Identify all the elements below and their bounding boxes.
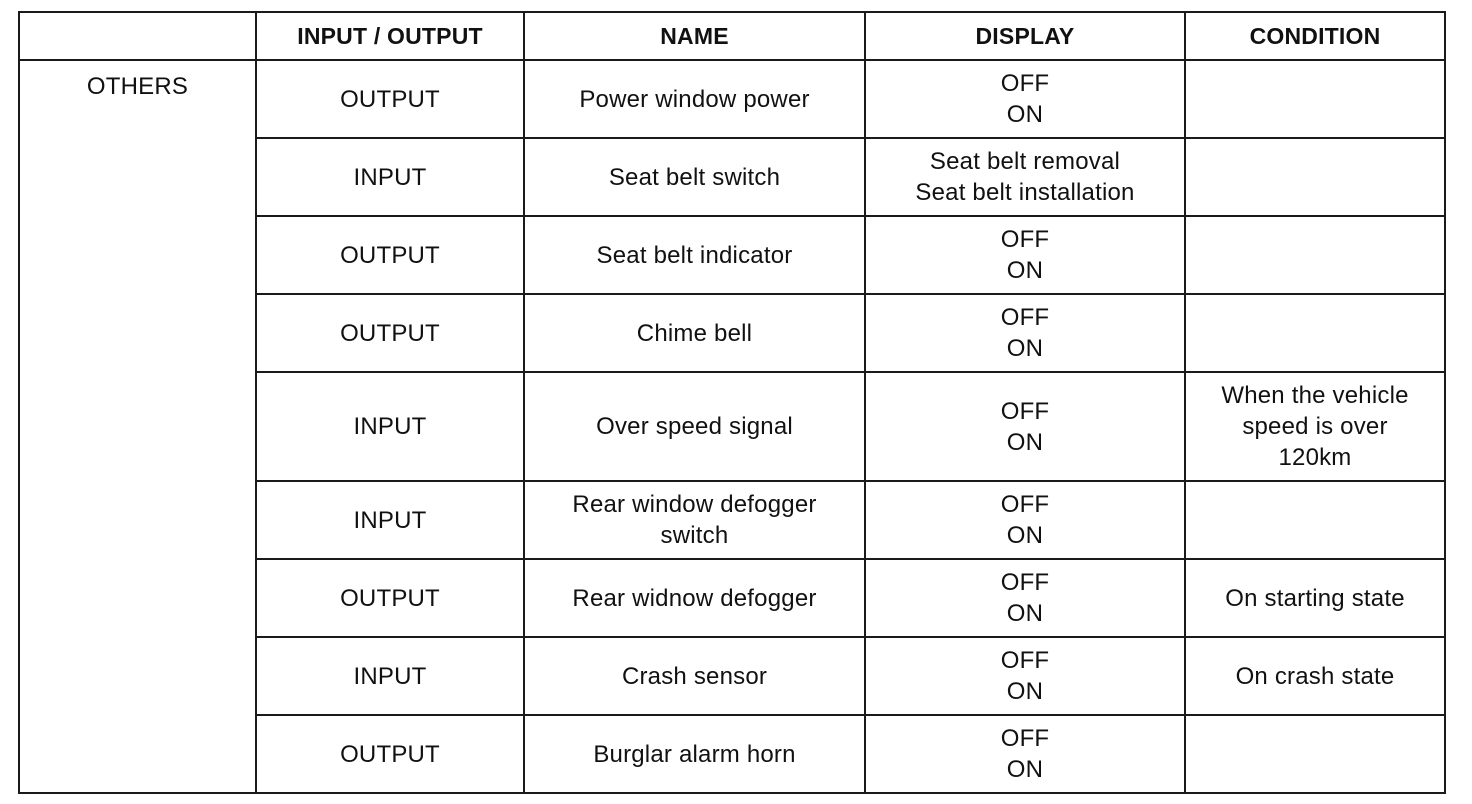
name-cell: [524, 216, 865, 294]
condition-cell: [1185, 138, 1445, 216]
io-spec-table: [18, 11, 1446, 794]
display-cell: [865, 559, 1185, 637]
condition-cell: [1185, 60, 1445, 138]
name-cell: [524, 715, 865, 793]
name-line: Rear window defogger: [572, 491, 817, 518]
display-line: OFF: [1000, 647, 1050, 674]
io-cell: OUTPUT: [256, 715, 524, 793]
name-cell: [524, 294, 865, 372]
condition-line: On starting state: [1225, 584, 1405, 612]
display-line: OFF: [1000, 491, 1050, 518]
display-cell: [865, 216, 1185, 294]
display-line: ON: [1006, 522, 1044, 549]
name-line: Seat belt indicator: [596, 241, 793, 269]
display-line: ON: [1006, 756, 1044, 783]
name-cell: [524, 372, 865, 481]
condition-cell: [1185, 216, 1445, 294]
name-line: Rear widnow defogger: [572, 584, 817, 612]
display-cell: [865, 715, 1185, 793]
condition-cell: [1185, 481, 1445, 559]
name-cell: [524, 637, 865, 715]
table-body: [19, 60, 1445, 793]
name-cell: [524, 60, 865, 138]
display-line: Seat belt installation: [915, 179, 1135, 206]
display-cell: [865, 481, 1185, 559]
name-line: Over speed signal: [596, 413, 793, 440]
display-cell: [865, 60, 1185, 138]
name-line: switch: [660, 522, 729, 549]
io-cell: OUTPUT: [256, 294, 524, 372]
display-line: ON: [1006, 600, 1044, 627]
display-line: ON: [1006, 257, 1044, 284]
condition-cell: [1185, 559, 1445, 637]
io-cell: INPUT: [256, 138, 524, 216]
io-cell: OUTPUT: [256, 60, 524, 138]
header-display: DISPLAY: [865, 12, 1185, 60]
name-line: Chime bell: [636, 319, 753, 347]
io-cell: INPUT: [256, 637, 524, 715]
condition-cell: [1185, 294, 1445, 372]
display-line: ON: [1006, 428, 1044, 456]
condition-line: speed is over: [1242, 413, 1388, 440]
display-line: ON: [1006, 335, 1044, 362]
header-blank: [19, 12, 256, 60]
display-line: OFF: [1000, 569, 1050, 596]
header-row: [19, 12, 1445, 60]
name-cell: [524, 559, 865, 637]
display-line: OFF: [1000, 725, 1050, 752]
display-line: Seat belt removal: [929, 148, 1121, 175]
io-cell: INPUT: [256, 372, 524, 481]
name-line: Burglar alarm horn: [593, 740, 796, 768]
name-cell: [524, 138, 865, 216]
display-line: ON: [1006, 678, 1044, 705]
display-cell: [865, 372, 1185, 481]
condition-cell: [1185, 637, 1445, 715]
condition-line: When the vehicle: [1221, 382, 1409, 409]
name-line: Crash sensor: [621, 662, 768, 690]
condition-cell: [1185, 715, 1445, 793]
condition-line: 120km: [1278, 444, 1352, 471]
display-cell: [865, 138, 1185, 216]
io-cell: OUTPUT: [256, 216, 524, 294]
display-cell: [865, 294, 1185, 372]
display-line: OFF: [1000, 226, 1050, 253]
condition-cell: [1185, 372, 1445, 481]
header-name: NAME: [524, 12, 865, 60]
io-cell: OUTPUT: [256, 559, 524, 637]
name-line: Power window power: [579, 85, 810, 113]
condition-line: On crash state: [1235, 662, 1395, 690]
header-condition: CONDITION: [1185, 12, 1445, 60]
display-cell: [865, 637, 1185, 715]
display-line: OFF: [1000, 70, 1050, 97]
table-row: [19, 60, 1445, 138]
display-line: OFF: [1000, 304, 1050, 331]
display-line: OFF: [1000, 397, 1050, 425]
name-cell: [524, 481, 865, 559]
header-input-output: INPUT / OUTPUT: [256, 12, 524, 60]
io-cell: INPUT: [256, 481, 524, 559]
name-line: Seat belt switch: [608, 163, 781, 191]
spec-sheet: [18, 11, 1444, 794]
group-label: OTHERS: [19, 60, 256, 793]
display-line: ON: [1006, 101, 1044, 128]
